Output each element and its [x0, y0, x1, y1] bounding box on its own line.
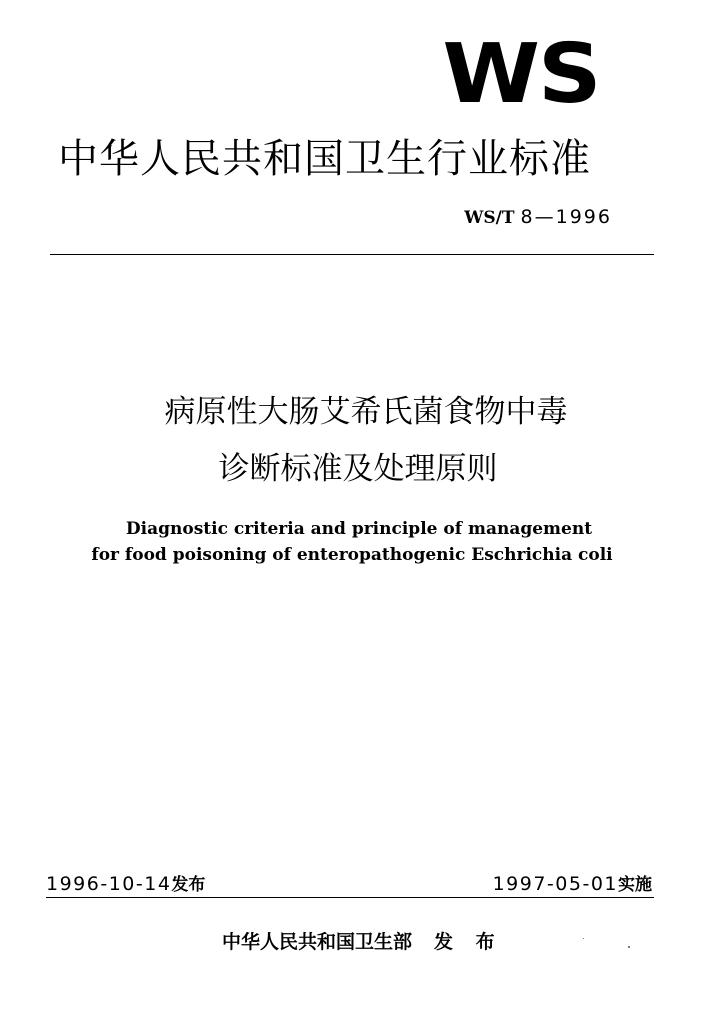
- english-title-line-1: Diagnostic criteria and principle of management: [125, 519, 593, 539]
- implementation-date: [493, 871, 652, 898]
- publisher-action: 发 布: [434, 931, 503, 953]
- standard-code-number: 8—1996: [520, 206, 612, 228]
- standard-code-prefix: WS/T: [464, 208, 515, 228]
- english-title-line-2: for food poisoning of enteropathogenic Eschrichia coli: [91, 545, 613, 565]
- bottom-divider: [46, 897, 654, 898]
- scan-speck: [628, 946, 630, 948]
- top-divider: [50, 254, 654, 255]
- implementation-date-label: 实施: [618, 875, 652, 895]
- implementation-date-value: 1997-05-01: [492, 873, 618, 895]
- chinese-title-line-1: 病原性大肠艾希氏菌食物中毒: [164, 394, 568, 430]
- ws-logo: WS: [442, 27, 600, 122]
- issue-date: [46, 871, 205, 898]
- standard-code: [464, 205, 612, 230]
- publisher: [222, 929, 503, 955]
- issue-date-value: 1996-10-14: [46, 873, 172, 895]
- industry-standard-title: 中华人民共和国卫生行业标准: [58, 136, 591, 182]
- chinese-title-line-2: 诊断标准及处理原则: [218, 451, 498, 487]
- publisher-name: 中华人民共和国卫生部: [222, 931, 413, 953]
- issue-date-label: 发布: [171, 875, 206, 895]
- scan-speck: [583, 938, 584, 939]
